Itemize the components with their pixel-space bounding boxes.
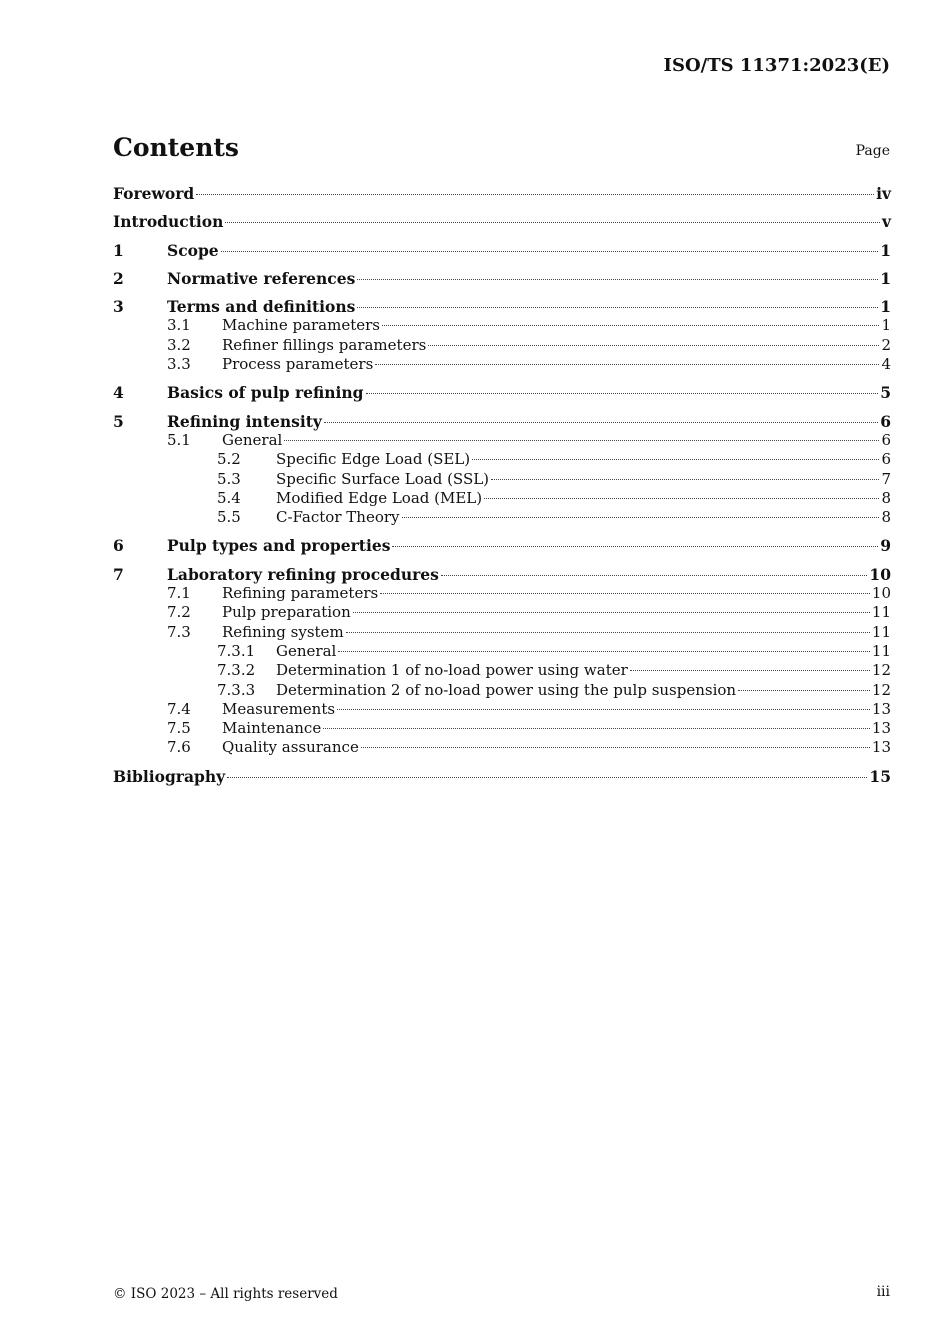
toc-entry-number: 7.3.2 <box>217 661 256 680</box>
toc-entry-number: 7.2 <box>167 603 191 622</box>
toc-entry-page: 12 <box>871 680 891 699</box>
dot-leader <box>361 747 870 748</box>
toc-entry-page: 4 <box>881 355 891 374</box>
toc-entry-measurements[interactable] <box>113 700 891 719</box>
toc-entry-title: Bibliography <box>113 766 226 786</box>
dot-leader <box>484 498 879 499</box>
dot-leader <box>284 440 879 441</box>
table-of-contents <box>113 184 891 786</box>
toc-entry-page: 1 <box>880 297 891 317</box>
toc-entry-title: Basics of pulp refining <box>167 383 364 403</box>
toc-entry-page: 13 <box>871 738 891 757</box>
toc-entry-title: General <box>222 430 283 449</box>
toc-entry-foreword[interactable] <box>113 184 891 203</box>
toc-entry-title: Machine parameters <box>222 316 380 335</box>
dot-leader <box>324 422 878 423</box>
dot-leader <box>392 546 878 547</box>
toc-entry-title: Introduction <box>113 212 224 232</box>
toc-entry-bibliography[interactable] <box>113 767 891 786</box>
toc-entry-page: 8 <box>881 508 891 527</box>
toc-entry-title: Laboratory refining procedures <box>167 564 439 584</box>
document-id: ISO/TS 11371:2023(E) <box>663 55 890 76</box>
toc-entry-title: Pulp types and properties <box>167 536 391 556</box>
toc-entry-number: 7 <box>113 564 124 584</box>
toc-entry-specific-surface-load[interactable] <box>113 470 891 489</box>
toc-entry-number: 3.1 <box>167 316 191 335</box>
toc-entry-page: 5 <box>880 383 891 403</box>
toc-entry-number: 5.2 <box>217 450 241 469</box>
toc-entry-basics-of-pulp-refining[interactable] <box>113 383 891 402</box>
toc-entry-number: 1 <box>113 240 124 260</box>
toc-entry-pulp-preparation[interactable] <box>113 603 891 622</box>
toc-entry-number: 2 <box>113 268 124 288</box>
toc-entry-title: Refiner fillings parameters <box>222 335 427 354</box>
toc-entry-title: Refining parameters <box>222 584 379 603</box>
toc-entry-maintenance[interactable] <box>113 719 891 738</box>
toc-entry-refiner-fillings-parameters[interactable] <box>113 336 891 355</box>
dot-leader <box>738 690 870 691</box>
dot-leader <box>357 307 878 308</box>
toc-entry-page: 11 <box>871 622 891 641</box>
toc-entry-refining-intensity[interactable] <box>113 412 891 431</box>
toc-entry-page: 8 <box>881 488 891 507</box>
toc-entry-title: Scope <box>167 240 219 260</box>
toc-entry-modified-edge-load[interactable] <box>113 489 891 508</box>
toc-entry-title: Terms and definitions <box>167 297 356 317</box>
toc-entry-page: 15 <box>869 766 891 786</box>
dot-leader <box>428 345 879 346</box>
toc-entry-page: 10 <box>871 584 891 603</box>
dot-leader <box>441 575 868 576</box>
toc-entry-introduction[interactable] <box>113 212 891 231</box>
toc-entry-number: 7.5 <box>167 719 191 738</box>
dot-leader <box>353 612 870 613</box>
toc-entry-number: 7.6 <box>167 738 191 757</box>
dot-leader <box>375 364 879 365</box>
toc-entry-page: 1 <box>880 240 891 260</box>
toc-entry-number: 7.4 <box>167 699 191 718</box>
toc-entry-number: 5.4 <box>217 488 241 507</box>
toc-entry-title: Pulp preparation <box>222 603 351 622</box>
page-column-label: Page <box>855 143 890 159</box>
toc-entry-page: 7 <box>881 469 891 488</box>
toc-entry-title: C-Factor Theory <box>276 508 400 527</box>
toc-entry-terms-and-definitions[interactable] <box>113 297 891 316</box>
toc-entry-number: 7.1 <box>167 584 191 603</box>
toc-entry-title: Normative references <box>167 268 356 288</box>
toc-entry-page: 1 <box>880 268 891 288</box>
toc-entry-machine-parameters[interactable] <box>113 316 891 335</box>
toc-entry-process-parameters[interactable] <box>113 355 891 374</box>
toc-entry-page: 1 <box>881 316 891 335</box>
toc-entry-page: 11 <box>871 641 891 660</box>
toc-entry-number: 6 <box>113 536 124 556</box>
dot-leader <box>196 194 874 195</box>
toc-entry-title: Determination 1 of no-load power using water <box>276 661 628 680</box>
toc-entry-number: 7.3.3 <box>217 680 256 699</box>
toc-entry-page: 9 <box>880 536 891 556</box>
toc-entry-number: 4 <box>113 383 124 403</box>
toc-entry-laboratory-refining-procedures[interactable] <box>113 565 891 584</box>
toc-entry-number: 3.3 <box>167 355 191 374</box>
toc-entry-title: Process parameters <box>222 355 374 374</box>
dot-leader <box>630 670 870 671</box>
toc-entry-normative-references[interactable] <box>113 269 891 288</box>
dot-leader <box>491 479 879 480</box>
toc-entry-title: Foreword <box>113 184 195 203</box>
dot-leader <box>225 222 880 223</box>
toc-entry-title: Specific Edge Load (SEL) <box>276 450 471 469</box>
toc-entry-refining-parameters[interactable] <box>113 584 891 603</box>
contents-heading: Contents <box>113 133 240 162</box>
copyright-notice: © ISO 2023 – All rights reserved <box>113 1286 338 1302</box>
toc-entry-number: 5.1 <box>167 430 191 449</box>
dot-leader <box>227 777 867 778</box>
toc-entry-title: Maintenance <box>222 719 322 738</box>
toc-entry-number: 3 <box>113 297 124 317</box>
toc-entry-quality-assurance[interactable] <box>113 738 891 757</box>
toc-entry-page: 13 <box>871 699 891 718</box>
toc-entry-c-factor-theory[interactable] <box>113 508 891 527</box>
toc-entry-page: 12 <box>871 661 891 680</box>
toc-entry-number: 3.2 <box>167 335 191 354</box>
toc-entry-page: 6 <box>881 430 891 449</box>
page-number: iii <box>876 1284 890 1300</box>
toc-entry-no-load-power-water[interactable] <box>113 661 891 680</box>
dot-leader <box>346 632 870 633</box>
dot-leader <box>382 325 879 326</box>
toc-entry-number: 7.3 <box>167 622 191 641</box>
toc-entry-page: 6 <box>880 411 891 431</box>
toc-entry-title: Refining system <box>222 622 344 641</box>
toc-entry-page: 11 <box>871 603 891 622</box>
toc-entry-title: Refining intensity <box>167 411 322 431</box>
toc-entry-page: 2 <box>881 335 891 354</box>
toc-entry-scope[interactable] <box>113 241 891 260</box>
toc-entry-number: 5.3 <box>217 469 241 488</box>
dot-leader <box>366 393 879 394</box>
toc-entry-page: iv <box>876 184 891 203</box>
toc-entry-pulp-types-and-properties[interactable] <box>113 536 891 555</box>
toc-entry-page: 13 <box>871 719 891 738</box>
toc-entry-title: General <box>276 641 337 660</box>
toc-entry-page: 6 <box>881 450 891 469</box>
toc-entry-refining-system[interactable] <box>113 623 891 642</box>
dot-leader <box>338 651 870 652</box>
toc-entry-no-load-power-pulp-suspension[interactable] <box>113 681 891 700</box>
toc-entry-number: 5.5 <box>217 508 241 527</box>
toc-entry-refining-system-general[interactable] <box>113 642 891 661</box>
dot-leader <box>221 251 879 252</box>
toc-entry-title: Quality assurance <box>222 738 359 757</box>
toc-entry-page: v <box>881 212 891 232</box>
dot-leader <box>357 279 878 280</box>
toc-entry-title: Modified Edge Load (MEL) <box>276 488 483 507</box>
toc-entry-specific-edge-load[interactable] <box>113 450 891 469</box>
toc-entry-title: Measurements <box>222 699 336 718</box>
toc-entry-title: Specific Surface Load (SSL) <box>276 469 490 488</box>
toc-entry-number: 5 <box>113 411 124 431</box>
dot-leader <box>402 517 880 518</box>
dot-leader <box>337 709 870 710</box>
dot-leader <box>380 593 870 594</box>
toc-entry-number: 7.3.1 <box>217 641 256 660</box>
toc-entry-page: 10 <box>869 564 891 584</box>
dot-leader <box>323 728 870 729</box>
toc-entry-general[interactable] <box>113 431 891 450</box>
dot-leader <box>472 459 879 460</box>
toc-entry-title: Determination 2 of no-load power using the pulp suspension <box>276 680 737 699</box>
